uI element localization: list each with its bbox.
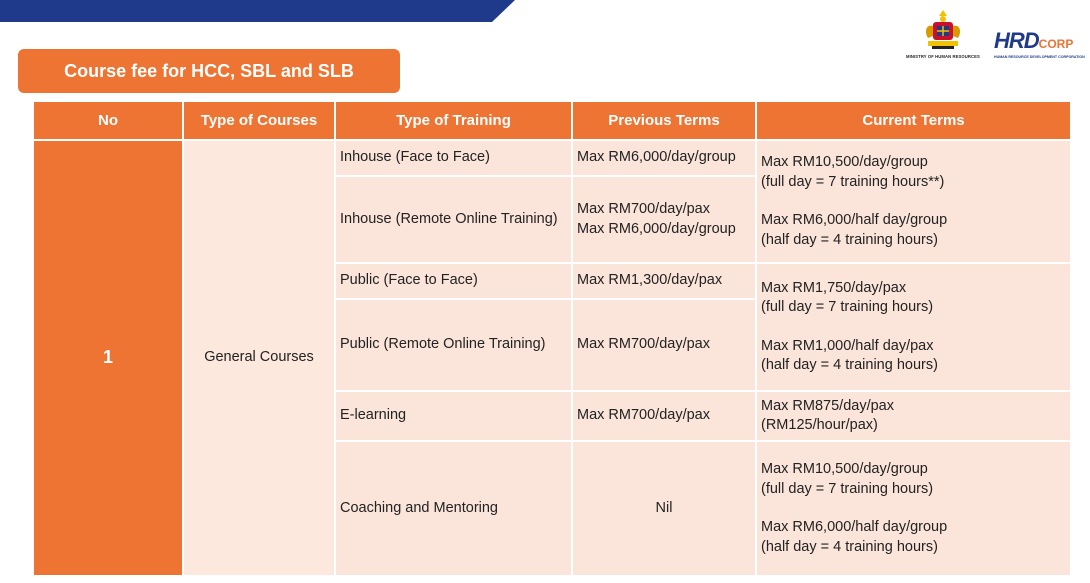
ministry-label: MINISTRY OF HUMAN RESOURCES [906,54,980,59]
current-inhouse-line: (full day = 7 training hours**) [761,173,945,190]
training-public-remote: Public (Remote Online Training) [335,299,572,391]
previous-elearning: Max RM700/day/pax [572,391,756,441]
page-title: Course fee for HCC, SBL and SLB [18,49,400,93]
current-public-line: (half day = 4 training hours) [761,357,938,373]
table-row [33,140,1071,176]
previous-inhouse-f2f: Max RM6,000/day/group [572,140,756,176]
coat-of-arms-icon [916,8,970,52]
hrd-corp-logo [994,30,1086,59]
header-no: No [33,101,183,140]
course-fee-table [32,100,1072,577]
hrd-logo-text-hr: HR [994,28,1024,53]
previous-coaching: Nil [572,441,756,576]
current-inhouse-line: (half day = 4 training hours) [761,231,938,248]
training-public-f2f: Public (Face to Face) [335,263,572,299]
current-inhouse [756,140,1071,263]
current-public-line: Max RM1,000/half day/pax [761,337,934,354]
current-coaching-line: Max RM6,000/half day/group [761,519,948,535]
current-inhouse-line: Max RM6,000/half day/group [761,212,948,228]
previous-inhouse-remote [572,176,756,263]
table-header-row [33,101,1071,140]
hrd-logo-text-corp: CORP [1038,37,1074,51]
current-coaching-line: (half day = 4 training hours) [761,538,938,555]
header-current-terms: Current Terms [756,101,1071,140]
training-coaching: Coaching and Mentoring [335,441,572,576]
previous-line: Max RM700/day/pax [577,201,710,217]
current-coaching-line: Max RM10,500/day/group [761,461,928,477]
top-decorative-band [0,0,515,22]
training-inhouse-remote: Inhouse (Remote Online Training) [335,176,572,263]
current-elearning-line: (RM125/hour/pax) [761,417,878,433]
logo-area [902,8,1086,59]
ministry-logo [902,8,984,59]
header-previous-terms: Previous Terms [572,101,756,140]
course-type: General Courses [183,140,335,576]
header-type-of-courses: Type of Courses [183,101,335,140]
current-inhouse-line: Max RM10,500/day/group [761,154,928,170]
previous-public-f2f: Max RM1,300/day/pax [572,263,756,299]
current-coaching [756,441,1071,576]
training-inhouse-f2f: Inhouse (Face to Face) [335,140,572,176]
hrd-subtitle: HUMAN RESOURCE DEVELOPMENT CORPORATION [994,55,1085,59]
previous-public-remote: Max RM700/day/pax [572,299,756,391]
current-public-line: Max RM1,750/day/pax [761,279,907,296]
current-public [756,263,1071,391]
hrd-logo-text-d: D [1023,28,1039,53]
training-elearning: E-learning [335,391,572,441]
previous-line: Max RM6,000/day/group [577,220,736,237]
row-number: 1 [33,140,183,576]
current-elearning-line: Max RM875/day/pax [761,397,894,414]
current-coaching-line: (full day = 7 training hours) [761,480,934,497]
current-elearning [756,391,1071,441]
header-type-of-training: Type of Training [335,101,572,140]
current-public-line: (full day = 7 training hours) [761,299,934,315]
